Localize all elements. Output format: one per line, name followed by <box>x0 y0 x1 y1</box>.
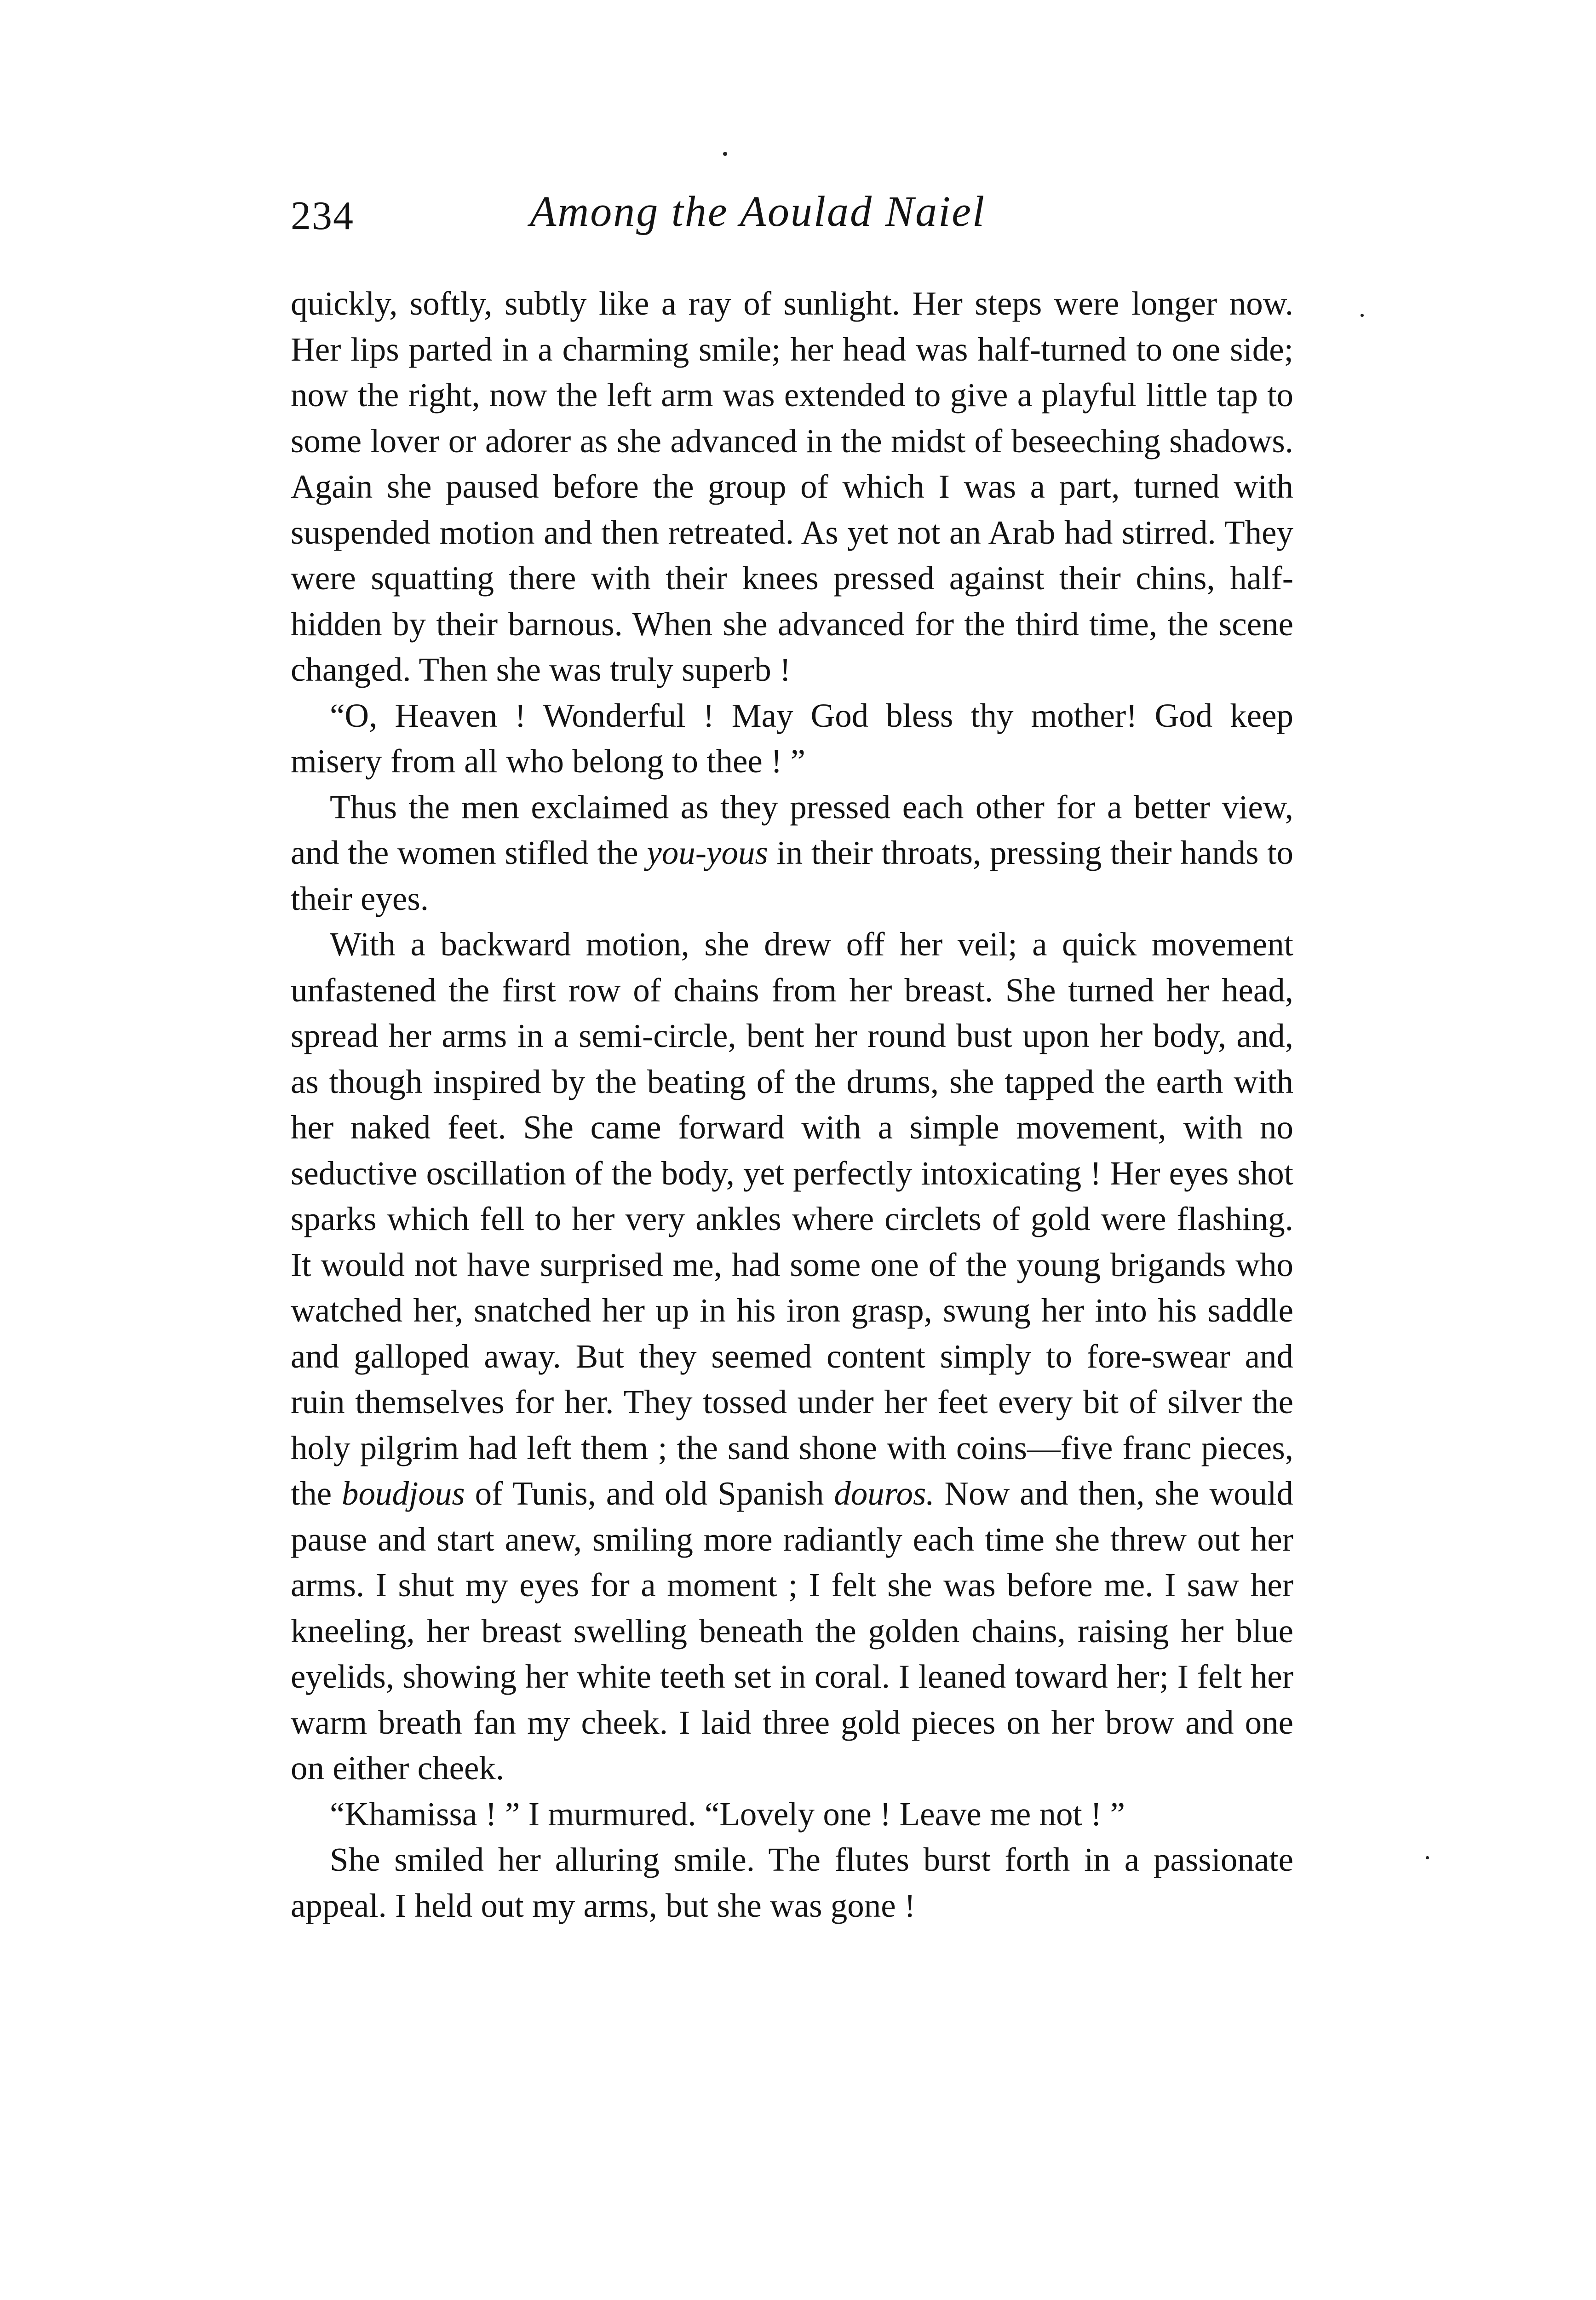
text-run: With a backward motion, she drew off her veil; a quick movement unfastened the first row of chains from her breast. She turned her head, spread her arms in a semi-circle, bent her round bust upon her body, and, as though inspired by the beating of the drums, she tapped the earth with her naked feet. She came forward with a simple movement, with no seductive oscillation of the body, yet perfectly intoxicating ! Her eyes shot sparks which fell to her very ankles where circlets of gold were flashing. It would not have surprised me, had some one of the young brigands who watched her, snatched her up in his iron grasp, swung her into his saddle and galloped away. But they seemed content simply to fore-swear and ruin themselves for her. They tossed under her feet every bit of silver the holy pilgrim had left them ; the sand shone with coins—five franc pieces, the <box>291 926 1293 1512</box>
paragraph <box>291 693 1293 784</box>
page-number: 234 <box>291 194 354 238</box>
text-run: Now and then, she would pause and start anew, smiling more radiantly each time she threw out her arms. I shut my eyes for a moment ; I felt she was before me. I saw her kneeling, her breast swelling beneath the golden chains, raising her blue eyelids, showing her white teeth set in coral. I leaned toward her; I felt her warm breath fan my cheek. I laid three gold pieces on her brow and one on either cheek. <box>291 1475 1293 1787</box>
text-run: of Tunis, and old Spanish <box>465 1475 834 1512</box>
ink-speck <box>1426 1856 1429 1859</box>
ink-speck <box>1361 314 1364 317</box>
italic-term: douros. <box>834 1475 935 1512</box>
paragraph <box>291 281 1293 693</box>
text-run: “Khamissa ! ” I murmured. “Lovely one ! Leave me not ! ” <box>330 1795 1125 1833</box>
paragraph <box>291 1791 1293 1837</box>
italic-term: you-yous <box>647 834 768 871</box>
page-header <box>291 184 1303 253</box>
italic-term: boudjous <box>342 1475 465 1512</box>
paragraph <box>291 921 1293 1791</box>
text-run: Thus the men exclaimed as they pressed each other for a better view, and the women stifled the <box>291 788 1293 871</box>
text-run: in their throats, pressing their hands to their eyes. <box>291 834 1293 917</box>
paragraph <box>291 784 1293 922</box>
text-run: She smiled her alluring smile. The flutes burst forth in a passionate appeal. I held out my arms, but she was gone ! <box>291 1841 1293 1924</box>
text-run: “O, Heaven ! Wonderful ! May God bless thy mother! God keep misery from all who belong to thee ! ” <box>291 696 1293 780</box>
ink-speck <box>723 152 727 156</box>
paragraph <box>291 1837 1293 1928</box>
running-head: Among the Aoulad Naiel <box>530 188 986 236</box>
text-run: quickly, softly, subtly like a ray of sunlight. Her steps were longer now. Her lips parted in a charming smile; her head was half-turned to one side; now the right, now the left arm was extended to give a playful little tap to some lover or adorer as she advanced in the midst of beseeching shadows. Again she paused before the group of which I was a part, turned with suspended motion and then retreated. As yet not an Arab had stirred. They were squatting there with their knees pressed against their chins, half-hidden by their barnous. When she advanced for the third time, the scene changed. Then she was truly superb ! <box>291 285 1293 688</box>
body-text <box>291 281 1293 1928</box>
